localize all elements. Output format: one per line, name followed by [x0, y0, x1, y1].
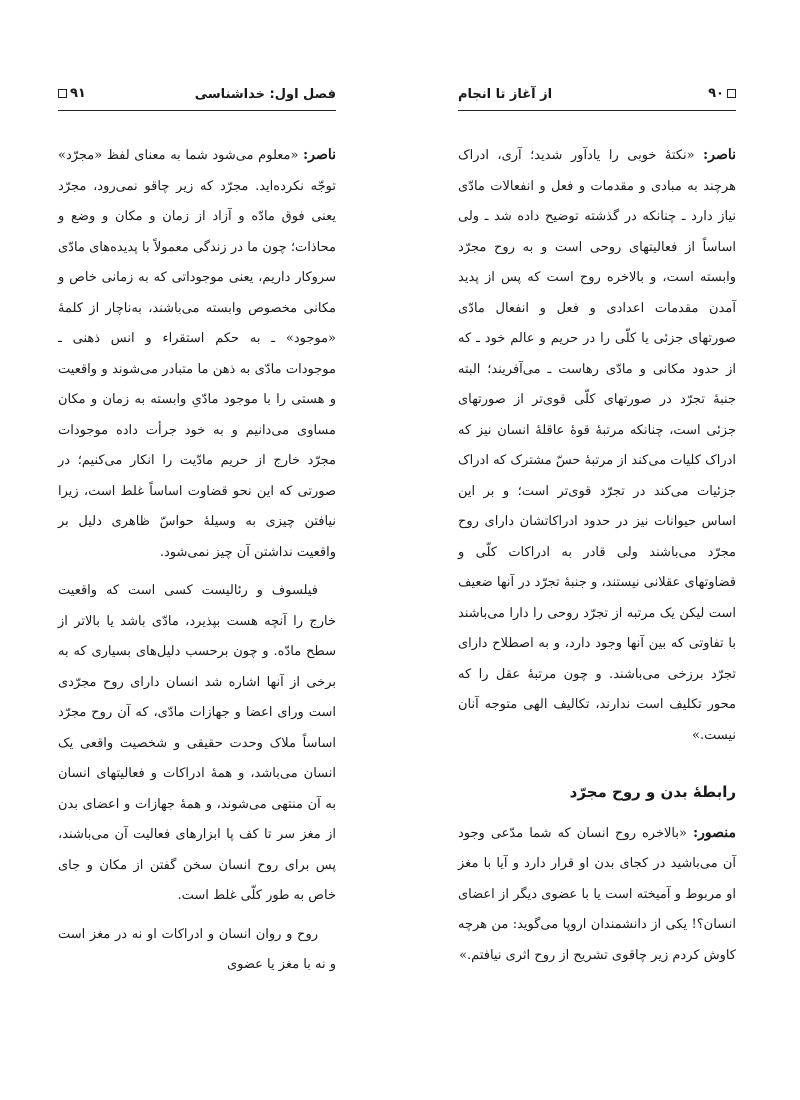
speaker-label: ناصر:	[703, 147, 736, 163]
speaker-label: ناصر:	[303, 147, 336, 163]
right-page-number-group	[708, 86, 736, 101]
right-page-running-title: از آغاز تا انجام	[458, 87, 553, 102]
left-page-body	[58, 140, 336, 989]
paragraph-text: «معلوم می‌شود شما به معنای لفظ «مجرّد» توجّه نکرده‌اید. مجرّد که زیر چاقو نمی‌رود، مجرّد یعنی فوق مادّه و آزاد از زمان و مکان و وضع و محاذات؛ چون ما در زندگی معمولاً با پدیده‌های مادّی سروکار داریم، یعنی موجوداتی که به زمانی خاص و مکانی مخصوص وابسته می‌باشند، به‌ناچار از کلمهٔ «موجود» ـ به حکم استقراء و انس ذهنی ـ موجودات مادّی به ذهن ما متبادر می‌شوند و واقعیت و هستی را با موجود مادّیِ وابسته به زمان و مکان مساوی می‌دانیم و به خود جرأت داده موجودات مجرّد خارج از حریم مادّیت را انکار می‌کنیم؛ در صورتی که این نحو قضاوت اساساً غلط است، زیرا نیافتن چیزی به وسیلهٔ حواسّ ظاهری دلیل بر واقعیت نداشتن آن چیز نمی‌شود.	[58, 148, 336, 560]
left-page-number: ۹۱	[70, 86, 86, 101]
paragraph-text: فیلسوف و رئالیست کسی است که واقعیت خارج را آنچه هست بپذیرد، مادّی باشد یا بالاتر از سطح مادّه. و چون برحسب دلیل‌های بسیاری که به برخی از آنها اشاره شد انسان دارای روح مجرّدی است ورای اعضا و جهازات مادّی، که آن روح مجرّد اساساً ملاک وحدت حقیقی و شخصیت واقعی یک انسان می‌باشد، و همهٔ ادراکات و فعالیتهای انسان به آن منتهی می‌شوند، و همهٔ جهازات و اعضای بدن از مغز سر تا کف پا ابزارهای فعالیت آن می‌باشند، پس برای روح انسان سخن گفتن از مکان و جای خاص به طور کلّی غلط است.	[58, 583, 336, 903]
paragraph	[458, 140, 736, 751]
paragraph	[58, 140, 336, 568]
square-box-icon	[727, 89, 736, 98]
right-page-number: ۹۰	[708, 86, 724, 101]
section-heading: رابطهٔ بدن و روح مجرّد	[569, 783, 736, 801]
paragraph	[58, 920, 336, 981]
speaker-label: منصور:	[692, 824, 736, 841]
right-page-header	[458, 84, 736, 111]
paragraph-text: روح و روان انسان و ادراکات او نه در مغز است و نه با مغز یا عضوی	[58, 926, 336, 972]
paragraph-text: «بالاخره روح انسان که شما مدّعی وجود آن می‌باشید در کجای بدن او قرار دارد و آیا با مغز او مربوط و آمیخته است یا با عضوی دیگر از اعضای انسان؟! یکی از دانشمندان اروپا می‌گوید: من هرچه کاوش کردم زیر چاقوی تشریح از روح اثری نیافتم.»	[458, 825, 736, 963]
paragraph	[458, 818, 736, 972]
left-page-header	[58, 84, 336, 111]
left-page-number-group	[58, 86, 86, 101]
left-page-running-title: فصل اول: خداشناسی	[194, 87, 336, 102]
paragraph-text: «نکتهٔ خوبی را یادآور شدید؛ آری، ادراک هرچند به مبادی و مقدمات و فعل و انفعالات مادّی نیاز دارد ـ چنانکه در گذشته توضیح داده شد ـ ولی اساساً از فعالیتهای روحی است و به روح مجرّد وابسته است، و بالاخره روح است که پس از پدید آمدن مقدمات اعدادی و فعل و انفعال مادّی صورتهای جزئی یا کلّی را در حریم و عالم خود ـ که از حدود مکانی و مادّی رهاست ـ می‌آفریند؛ البته جنبهٔ تجرّد در صورتهای کلّی قوی‌تر از صورتهای جزئی است، چنانکه مرتبهٔ قوهٔ عاقلهٔ انسان نیز که ادراک کلیات می‌کند از مرتبهٔ حسّ مشترک که ادراک جزئیات می‌کند در تجرّد قوی‌تر است؛ و بر این اساس حیوانات نیز در حدود ادراکاتشان دارای روح مجرّد می‌باشند ولی قادر به ادراکات کلّی و قضاوتهای عقلانی نیستند، و جنبهٔ تجرّد در آنها ضعیف است لیکن یک مرتبه از تجرّد روحی را دارا می‌باشند با تفاوتی که بین آنها وجود دارد، و به اصطلاح دارای تجرّد برزخی می‌باشند. و چون مرتبهٔ عقل را که محور تکلیف است ندارند، تکالیف الهی متوجه آنان نیست.»	[458, 148, 736, 743]
square-box-icon	[58, 89, 67, 98]
right-page	[400, 0, 800, 1100]
right-page-body	[458, 140, 736, 979]
paragraph	[58, 576, 336, 912]
